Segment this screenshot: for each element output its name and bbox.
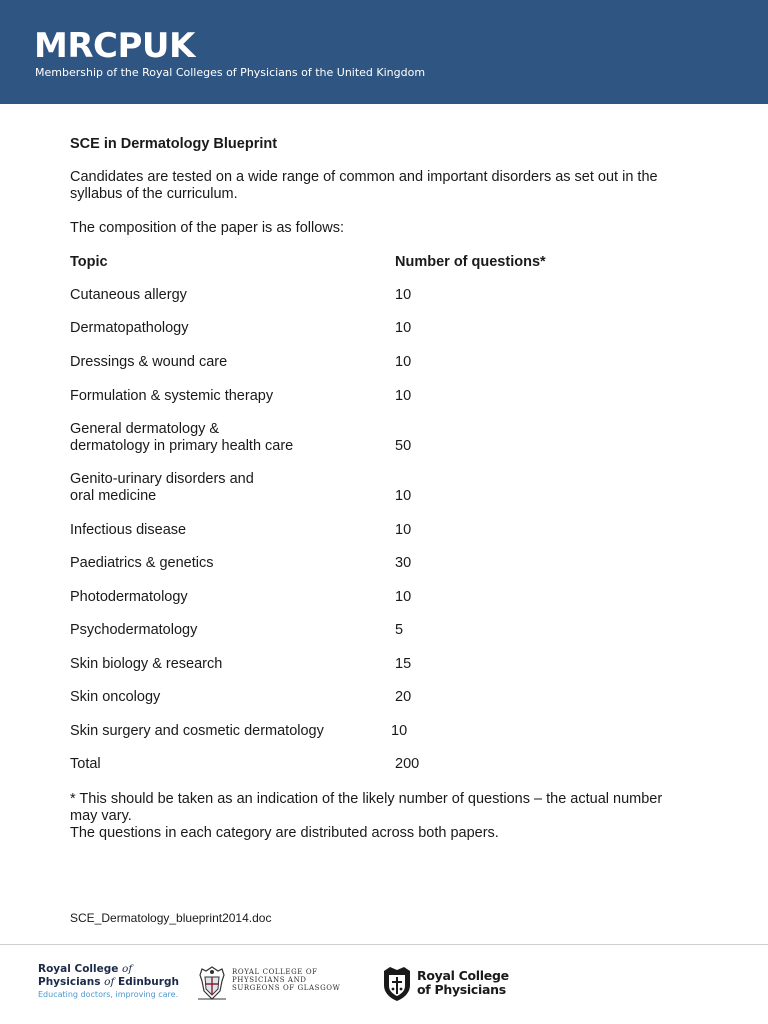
row-topic: Psychodermatology bbox=[70, 622, 198, 638]
composition-text: The composition of the paper is as follows: bbox=[70, 220, 345, 236]
brand-logo: MRCPUK bbox=[34, 26, 195, 66]
row-topic: Cutaneous allergy bbox=[70, 287, 187, 303]
header-banner bbox=[0, 0, 768, 104]
table-header-count: Number of questions* bbox=[395, 254, 546, 270]
rcpe-logo bbox=[38, 963, 179, 1000]
row-topic: General dermatology & dermatology in primary health care bbox=[70, 421, 294, 454]
row-count: 15 bbox=[395, 656, 412, 672]
row-count: 5 bbox=[395, 622, 404, 638]
row-count: 10 bbox=[391, 723, 408, 739]
row-count: 10 bbox=[395, 388, 412, 404]
brand-tagline: Membership of the Royal Colleges of Physicians of the United Kingdom bbox=[35, 66, 426, 79]
rcpe-line-1: Royal College of bbox=[38, 963, 133, 975]
row-count: 10 bbox=[395, 354, 412, 370]
row-topic: Dermatopathology bbox=[70, 320, 189, 336]
page-title: SCE in Dermatology Blueprint bbox=[70, 136, 278, 152]
intro-paragraph: Candidates are tested on a wide range of common and important disorders as set out in the syllabus of the curriculum. bbox=[70, 169, 658, 202]
row-count: 10 bbox=[395, 589, 412, 605]
row-count: 10 bbox=[395, 488, 412, 504]
table-header-topic: Topic bbox=[70, 254, 108, 270]
rcp-name: Royal College of Physicians bbox=[417, 968, 509, 997]
document-filename: SCE_Dermatology_blueprint2014.doc bbox=[70, 911, 272, 925]
row-topic: Infectious disease bbox=[70, 522, 187, 538]
row-topic: Total bbox=[70, 756, 101, 772]
row-count: 200 bbox=[395, 756, 420, 772]
row-topic: Skin oncology bbox=[70, 689, 161, 705]
rcpsg-crest-icon bbox=[196, 965, 228, 1003]
rcpe-line-2: Physicians of Edinburgh bbox=[38, 976, 179, 988]
row-topic: Dressings & wound care bbox=[70, 354, 228, 370]
row-count: 20 bbox=[395, 689, 412, 705]
row-count: 10 bbox=[395, 287, 412, 303]
footnote-line-2: The questions in each category are distributed across both papers. bbox=[70, 825, 499, 841]
row-topic: Paediatrics & genetics bbox=[70, 555, 214, 571]
row-topic: Skin surgery and cosmetic dermatology bbox=[70, 723, 324, 739]
row-count: 10 bbox=[395, 320, 412, 336]
row-topic: Skin biology & research bbox=[70, 656, 223, 672]
row-count: 50 bbox=[395, 438, 412, 454]
row-count: 30 bbox=[395, 555, 412, 571]
row-count: 10 bbox=[395, 522, 412, 538]
rcp-crest-icon bbox=[380, 965, 414, 1003]
rcpe-tagline: Educating doctors, improving care. bbox=[38, 990, 179, 999]
rcpsg-name: ROYAL COLLEGE OF PHYSICIANS AND SURGEONS OF GLASGOW bbox=[232, 968, 341, 992]
footnote-line-1: * This should be taken as an indication of the likely number of questions – the actual number may vary. bbox=[70, 791, 663, 824]
row-topic: Photodermatology bbox=[70, 589, 188, 605]
footer-logos bbox=[0, 945, 768, 1024]
row-topic: Genito-urinary disorders and oral medicine bbox=[70, 471, 254, 504]
footnote bbox=[70, 791, 670, 842]
row-topic: Formulation & systemic therapy bbox=[70, 388, 274, 404]
